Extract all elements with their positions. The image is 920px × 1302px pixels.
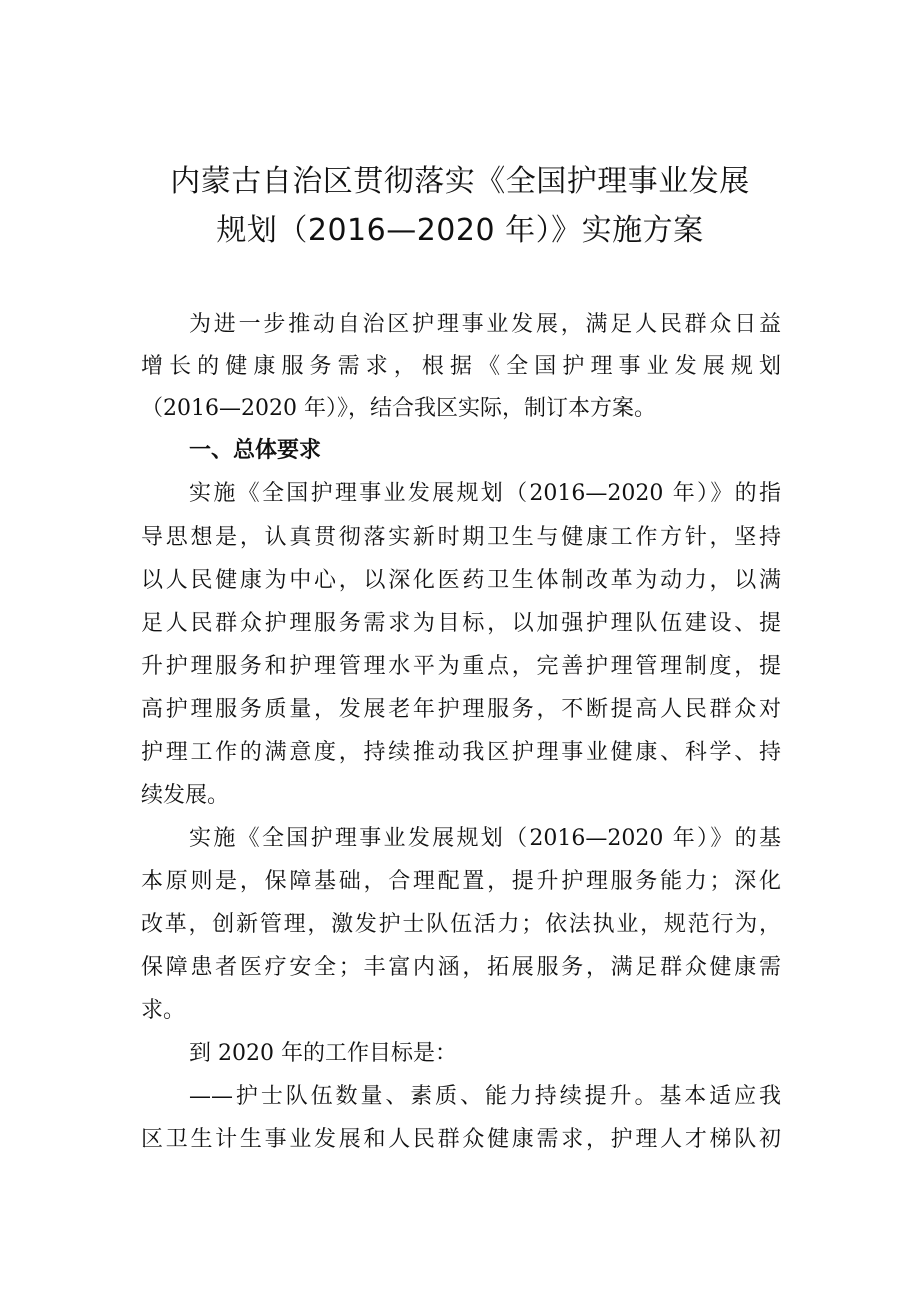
body-line: 保障患者医疗安全；丰富内涵，拓展服务，满足群众健康需 [141, 955, 781, 980]
body-line: 本原则是，保障基础，合理配置，提升护理服务能力；深化 [141, 869, 781, 894]
body-line: 为进一步推动自治区护理事业发展，满足人民群众日益 [189, 312, 781, 337]
body-line: 区卫生计生事业发展和人民群众健康需求，护理人才梯队初 [141, 1127, 781, 1152]
body-line: 足人民群众护理服务需求为目标，以加强护理队伍建设、提 [141, 611, 781, 636]
body-line: 求。 [141, 998, 186, 1023]
body-line: 实施《全国护理事业发展规划（2016—2020 年）》的基 [189, 826, 781, 851]
body-line: 改革，创新管理，激发护士队伍活力；依法执业，规范行为， [141, 912, 781, 937]
body-line: 高护理服务质量，发展老年护理服务，不断提高人民群众对 [141, 697, 781, 722]
body-line: 续发展。 [141, 783, 230, 808]
body-line: 实施《全国护理事业发展规划（2016—2020 年）》的指 [189, 481, 781, 506]
body-line: ——护士队伍数量、素质、能力持续提升。基本适应我 [189, 1084, 781, 1109]
body-line: （2016—2020 年）》，结合我区实际，制订本方案。 [141, 396, 656, 421]
body-line: 升护理服务和护理管理水平为重点，完善护理管理制度，提 [141, 654, 781, 679]
body-line: 导思想是，认真贯彻落实新时期卫生与健康工作方针，坚持 [141, 525, 781, 550]
document-title-line-2: 规划（2016—2020 年）》实施方案 [216, 213, 704, 248]
body-line: 护理工作的满意度，持续推动我区护理事业健康、科学、持 [141, 740, 781, 765]
document-title-line-1: 内蒙古自治区贯彻落实《全国护理事业发展 [170, 164, 750, 199]
body-line: 以人民健康为中心，以深化医药卫生体制改革为动力，以满 [141, 568, 781, 593]
body-line: 到 2020 年的工作目标是： [189, 1041, 457, 1066]
body-line: 增长的健康服务需求，根据《全国护理事业发展规划 [141, 354, 781, 379]
section-heading: 一、总体要求 [189, 438, 322, 463]
